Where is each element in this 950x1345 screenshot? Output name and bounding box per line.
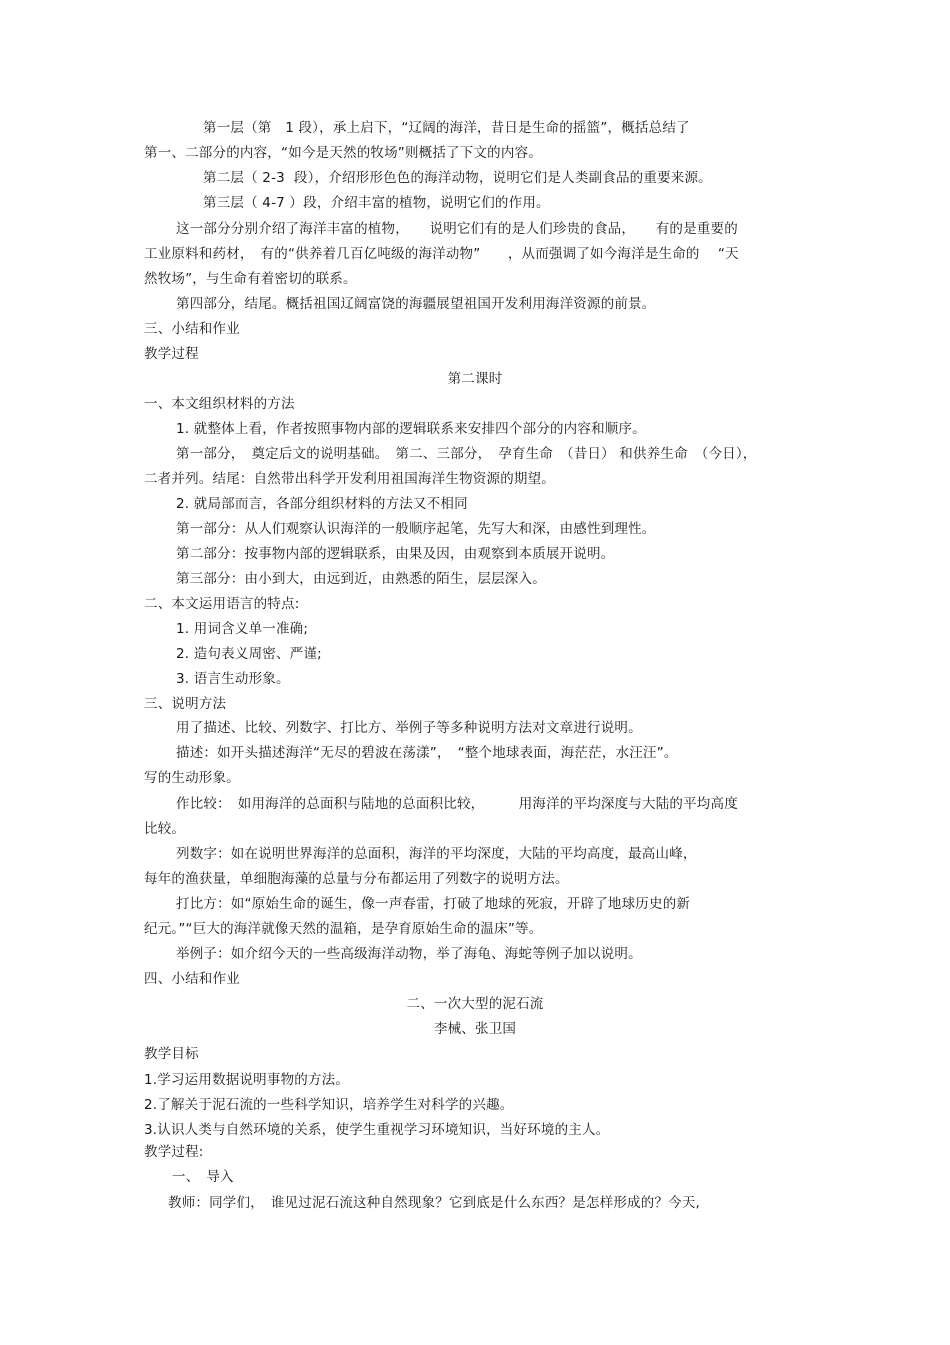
text-line: 比较。 — [144, 821, 186, 837]
list-item: 1.学习运用数据说明事物的方法。 — [144, 1072, 350, 1088]
section-heading: 一、本文组织材料的方法 — [144, 396, 295, 412]
text-line: 写的生动形象。 — [144, 770, 240, 786]
section-heading: 三、说明方法 — [144, 696, 227, 712]
text-line: 然牧场”，与生命有着密切的联系。 — [144, 271, 357, 287]
text-line: 第一部分：从人们观察认识海洋的一般顺序起笔，先写大和深，由感性到理性。 — [176, 521, 656, 537]
article-authors: 李械、张卫国 — [433, 1021, 517, 1037]
text-line: 2. 就局部而言，各部分组织材料的方法又不相同 — [176, 496, 468, 512]
text-line: 工业原料和药材， 有的“供养着几百亿吨级的海洋动物” ，从而强调了如今海洋是生命的 “天 — [144, 246, 739, 262]
list-item: 2.了解关于泥石流的一些科学知识，培养学生对科学的兴趣。 — [144, 1097, 514, 1113]
section-heading: 二、本文运用语言的特点: — [144, 596, 300, 612]
text-line: 第四部分，结尾。概括祖国辽阔富饶的海疆展望祖国开发利用海洋资源的前景。 — [176, 296, 656, 312]
text-line: 每年的渔获量，单细胞海藻的总量与分布都运用了列数字的说明方法。 — [144, 871, 569, 887]
text-line: 列数字：如在说明世界海洋的总面积，海洋的平均深度，大陆的平均高度，最高山峰， — [176, 846, 697, 862]
text-line: 纪元。”“巨大的海洋就像天然的温箱，是孕育原始生命的温床”等。 — [144, 921, 543, 937]
text-line: 举例子：如介绍今天的一些高级海洋动物，举了海龟、海蛇等例子加以说明。 — [176, 946, 642, 962]
section-heading: 四、小结和作业 — [144, 971, 240, 987]
text-line: 打比方：如“原始生命的诞生，像一声春雷，打破了地球的死寂，开辟了地球历史的新 — [176, 896, 691, 912]
list-item: 1. 用词含义单一准确; — [176, 621, 309, 637]
text-line: 教师：同学们， 谁见过泥石流这种自然现象？它到底是什么东西？是怎样形成的？今天, — [168, 1195, 701, 1211]
text-line: 第二层（ 2-3 段），介绍形形色色的海洋动物，说明它们是人类副食品的重要来源。 — [203, 170, 712, 186]
text-line: 1. 就整体上看，作者按照事物内部的逻辑联系来安排四个部分的内容和顺序。 — [176, 421, 646, 437]
section-heading: 一、 导入 — [172, 1169, 234, 1185]
text-line: 第一层（第 1 段），承上启下，“辽阔的海洋，昔日是生命的摇篮”，概括总结了 — [203, 120, 690, 136]
text-line: 第三部分：由小到大，由远到近，由熟悉的陌生，层层深入。 — [176, 571, 546, 587]
list-item: 3.认识人类与自然环境的关系，使学生重视学习环境知识，当好环境的主人。 — [144, 1122, 610, 1138]
section-heading: 教学过程: — [144, 1144, 204, 1160]
section-heading: 教学过程 — [144, 346, 199, 362]
text-line: 第三层（ 4-7 ）段，介绍丰富的植物，说明它们的作用。 — [203, 195, 550, 211]
section-heading: 三、小结和作业 — [144, 321, 240, 337]
section-heading: 教学目标 — [144, 1046, 199, 1062]
list-item: 2. 造句表义周密、严谨; — [176, 646, 322, 662]
text-line: 第二部分：按事物内部的逻辑联系，由果及因，由观察到本质展开说明。 — [176, 546, 615, 562]
list-item: 3. 语言生动形象。 — [176, 671, 290, 687]
text-line: 这一部分分别介绍了海洋丰富的植物， 说明它们有的是人们珍贵的食品， 有的是重要的 — [176, 221, 738, 237]
text-line: 描述：如开头描述海洋“无尽的碧波在荡漾”， “整个地球表面，海茫茫，水汪汪”。 — [176, 745, 678, 761]
lesson-title: 第二课时 — [447, 371, 503, 387]
article-title: 二、一次大型的泥石流 — [406, 996, 544, 1012]
text-line: 第一部分， 奠定后文的说明基础。 第二、三部分， 孕育生命 （昔日） 和供养生命 （今日）， — [176, 446, 757, 462]
text-line: 二者并列。结尾：自然带出科学开发利用祖国海洋生物资源的期望。 — [144, 471, 555, 487]
text-line: 第一、二部分的内容，“如今是天然的牧场”则概括了下文的内容。 — [144, 145, 542, 161]
text-line: 作比较： 如用海洋的总面积与陆地的总面积比较， 用海洋的平均深度与大陆的平均高度 — [176, 796, 738, 812]
text-line: 用了描述、比较、列数字、打比方、举例子等多种说明方法对文章进行说明。 — [176, 720, 642, 736]
